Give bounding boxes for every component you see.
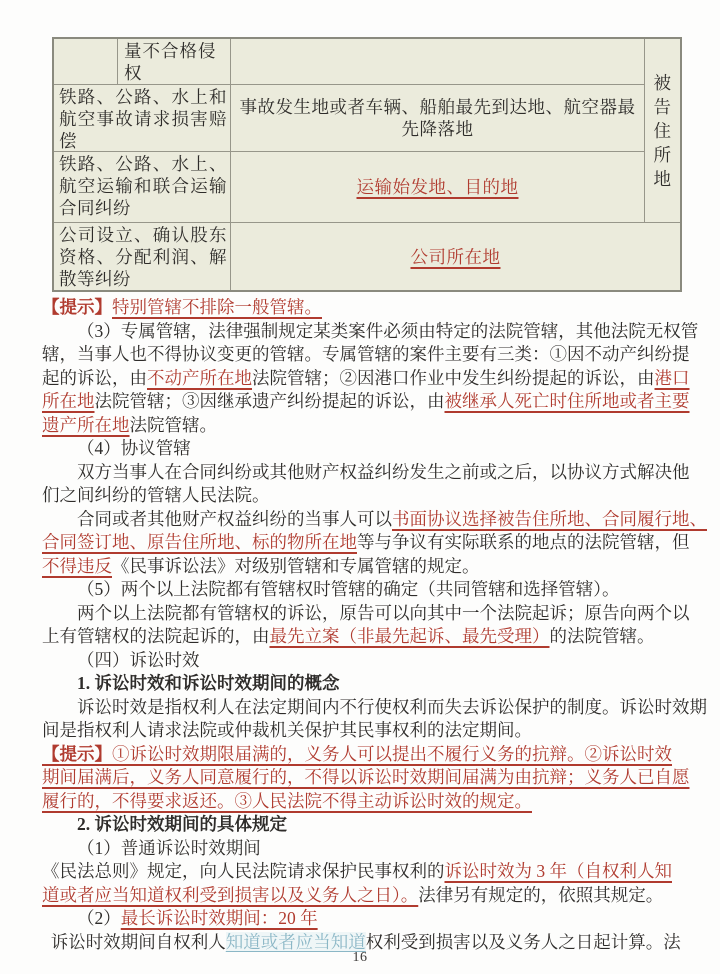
text-line [42,766,710,790]
plain-text: 上有管辖权的法院起诉的，由 [42,626,270,646]
plain-text: 诉讼时效是指权利人在法定期间内不行使权利而失去诉讼保护的制度。诉讼时效期 [77,696,707,717]
plain-text: （四）诉讼时效 [77,649,200,670]
red-emphasis: 被继承人死亡时住所地或者主要 [444,391,690,411]
text-line [42,813,710,837]
text-line [42,860,710,884]
defendant-domicile-char: 住 [653,120,672,141]
text-line [42,649,710,673]
text-line [42,837,710,861]
plain-text: 起的诉讼，由 [42,367,147,388]
link-styled-text: 知道或者应当知道 [225,931,366,952]
text-line [42,555,710,579]
text-line [42,320,710,344]
plain-text: （3）专属管辖，法律强制规定某类案件必须由特定的法院管辖，其他法院无权管 [77,320,699,341]
text-line [42,508,710,532]
red-emphasis: 最先立案（非最先起诉、最先受理） [269,626,550,646]
plain-text: （2） [77,908,121,928]
plain-text: 权利受到损害以及义务人之日起计算。法 [365,931,681,952]
heading-text: 1. 诉讼时效和诉讼时效期间的概念 [77,673,340,693]
text-line [42,414,710,438]
document-body [42,296,710,954]
red-emphasis: 不得违反 [42,555,112,576]
red-emphasis: 所在地 [42,391,95,411]
text-line [42,367,710,391]
text-line [42,790,710,814]
table-cell-case-type: 公司设立、确认股东资格、分配利润、解散等纠纷 [54,223,231,290]
plain-text: 等与争议有实际联系的地点的法院管辖，但 [357,532,690,552]
plain-text: 《民法总则》规定，向人民法院请求保护民事权利的 [42,861,445,881]
red-emphasis: 特别管辖不排除一般管辖。 [112,297,322,317]
text-line [42,461,710,485]
jurisdiction-table [52,37,682,292]
defendant-domicile-char: 被 [653,72,672,93]
text-line [42,719,710,743]
plain-text: 两个以上法院都有管辖权的诉讼，原告可以向其中一个法院起诉；原告向两个以 [77,602,690,623]
text-line [42,672,710,696]
red-emphasis: 期间届满后，义务人同意履行的，不得以诉讼时效期间届满为由抗辩；义务人已自愿 [42,767,690,787]
defendant-domicile-label [645,39,680,223]
text-line [42,531,710,555]
text-line [42,884,710,908]
defendant-domicile-char: 所 [653,144,672,165]
red-emphasis: 诉讼时效为 3 年（自权利人知 [444,861,672,881]
table-cell-case-type: 铁路、公路、水上和航空事故请求损害赔偿 [54,85,231,152]
plain-text: 间是指权利人请求法院或仲裁机关保护其民事权利的法定期间。 [42,720,532,740]
plain-text: 法律另有规定的，依照其规定。 [418,884,664,905]
plain-text: 法院管辖。 [129,414,217,435]
plain-text: 《民事诉讼法》对级别管辖和专属管辖的规定。 [112,555,480,576]
plain-text: 合同或者其他财产权益纠纷的当事人可以 [77,508,392,529]
red-emphasis: 不动产所在地 [147,367,252,388]
red-emphasis: 履行的，不得要求返还。③人民法院不得主动诉讼时效的规定。 [42,790,532,811]
defendant-domicile-char: 地 [653,168,672,189]
text-line [42,437,710,461]
text-line [42,343,710,367]
text-line [42,625,710,649]
plain-text: 诉讼时效期间自权利人 [50,931,226,952]
red-emphasis: 运输始发地、目的地 [356,177,519,197]
text-line [42,296,710,320]
red-emphasis: 书面协议选择被告住所地、合同履行地、 [392,508,707,529]
plain-text: 法院管辖；③因继承遗产纠纷提起的诉讼，由 [94,391,445,411]
red-emphasis: 公司所在地 [410,246,501,267]
plain-text: 的法院管辖。 [549,626,655,646]
defendant-domicile-char: 告 [653,96,672,117]
hint-label: 【提示】 [42,297,112,317]
table-cell-empty [231,39,645,85]
table-cell-case-type-partial: 量不合格侵权 [118,39,231,85]
table-cell-jurisdiction: 事故发生地或者车辆、船舶最先到达地、航空器最先降落地 [231,85,645,152]
plain-text: （5）两个以上法院都有管辖权时管辖的确定（共同管辖和选择管辖）。 [77,579,620,599]
text-line [42,743,710,767]
table-cell-case-type: 铁路、公路、水上、航空运输和联合运输合同纠纷 [54,152,231,223]
table-cell-jurisdiction [231,152,645,223]
red-emphasis: 道或者应当知道权利受到损害以及义务人之日）。 [42,884,419,905]
red-emphasis: ①诉讼时效期限届满的，义务人可以提出不履行义务的抗辩。②诉讼时效 [112,743,672,764]
text-line [42,602,710,626]
red-emphasis: 合同签订地、原告住所地、标的物所在地 [42,532,357,552]
table-cell-jurisdiction [231,223,680,290]
text-line [42,696,710,720]
red-emphasis: 最长诉讼时效期间：20 年 [120,908,318,928]
plain-text: 法院管辖；②因港口作业中发生纠纷提起的诉讼，由 [252,367,655,388]
text-line [42,484,710,508]
plain-text: 们之间纠纷的管辖人民法院。 [42,485,270,505]
hint-label: 【提示】 [42,743,112,764]
plain-text: 双方当事人在合同纠纷或其他财产权益纠纷发生之前或之后，以协议方式解决他 [77,461,690,482]
text-line [42,578,710,602]
table-cell-empty [54,39,118,85]
plain-text: 辖，当事人也不得协议变更的管辖。专属管辖的案件主要有三类：①因不动产纠纷提 [42,344,690,364]
text-line [42,907,710,931]
text-line [42,390,710,414]
page-number: 16 [352,950,368,965]
plain-text: （4）协议管辖 [77,438,191,458]
red-emphasis: 遗产所在地 [42,414,130,435]
red-emphasis: 港口 [654,367,690,388]
heading-text: 2. 诉讼时效期间的具体规定 [77,814,287,834]
plain-text: （1）普通诉讼时效期间 [77,837,261,858]
